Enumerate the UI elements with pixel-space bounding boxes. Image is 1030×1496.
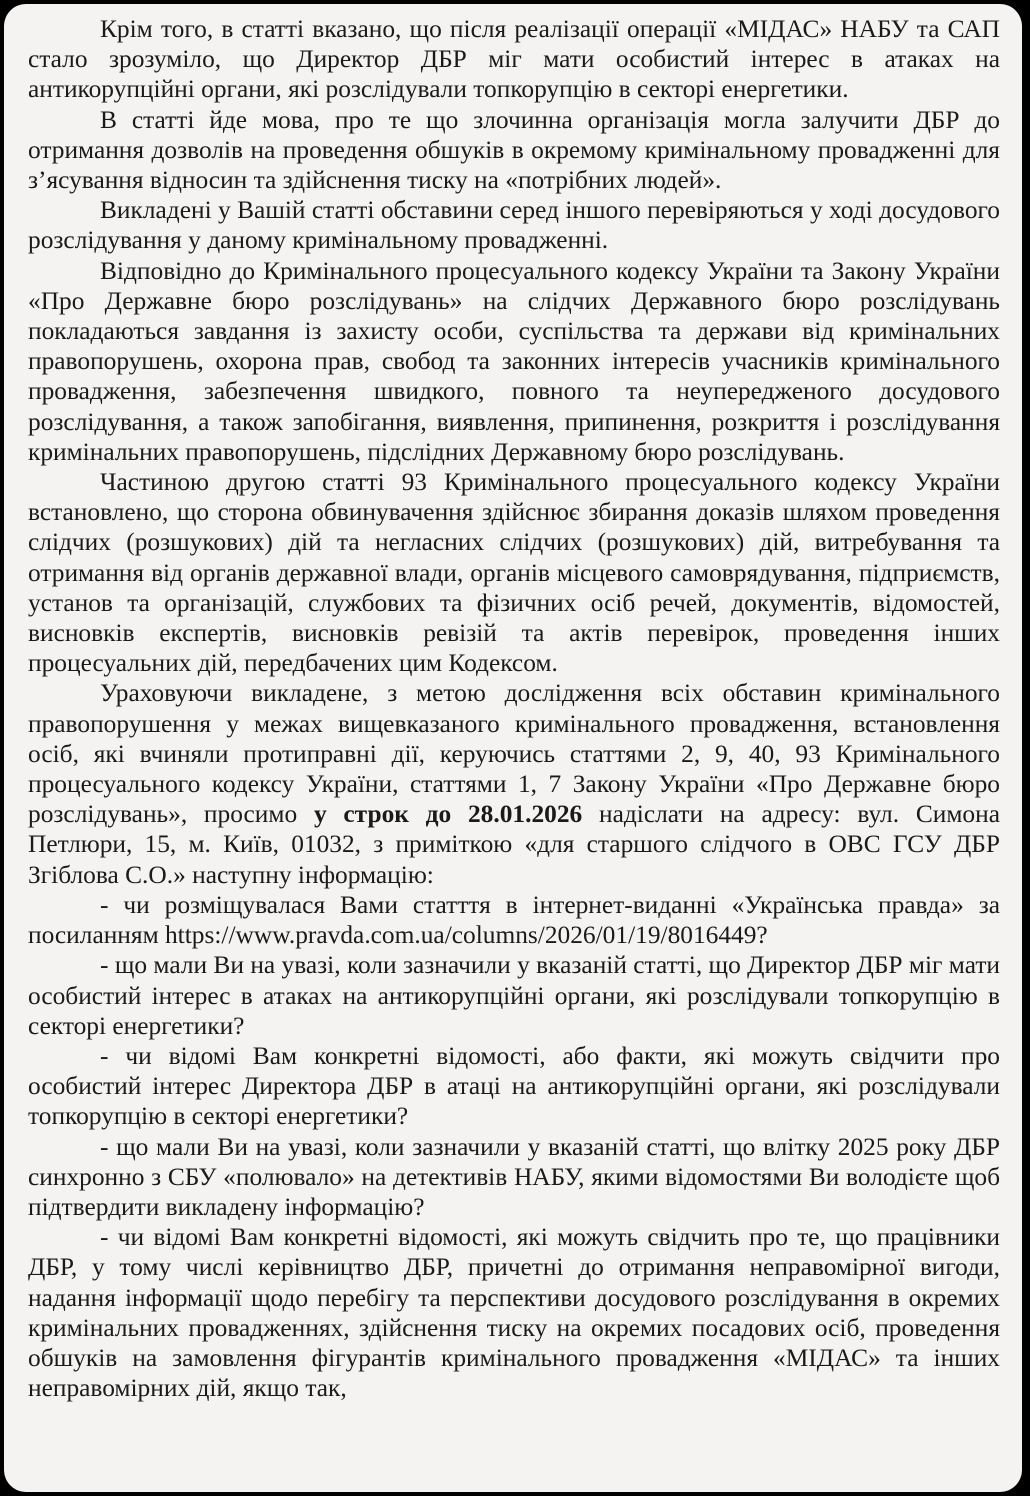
question-4: - що мали Ви на увазі, коли зазначили у вказаній статті, що влітку 2025 року ДБР синхронно з СБУ «полювало» на детективів НАБУ, якими відомостями Ви володієте щоб підтвердити викладену інформацію? <box>28 1132 1000 1221</box>
question-3: - чи відомі Вам конкретні відомості, або факти, які можуть свідчити про особистий інтерес Директора ДБР в атаці на антикорупційні органи, які розслідували топкорупцію в секторі енергетики? <box>28 1041 1000 1131</box>
paragraph-5: Частиною другою статті 93 Кримінального процесуального кодексу України встановлено, що сторона обвинувачення здійснює збирання доказів шляхом проведення слідчих (розшукових) дій та негласних слідчих (розшукових) дій, витребування та отримання від органів державної влади, органів місцевого самоврядування, підприємств, установ та організацій, службових та фізичних осіб речей, документів, відомостей, висновків експертів, висновків ревізій та актів перевірок, проведення інших процесуальних дій, передбачених цим Кодексом. <box>28 468 1000 678</box>
question-2: - що мали Ви на увазі, коли зазначили у вказаній статті, що Директор ДБР міг мати особистий інтерес в атаках на антикорупційні органи, які розслідували топкорупцію в секторі енергетики? <box>28 951 1000 1040</box>
document-page <box>4 4 1022 1492</box>
paragraph-6-post: надіслати на адресу: вул. Симона Петлюри, 15, м. Київ, 01032, з приміткою «для старшого слідчого в ОВС ГСУ ДБР Згіблова С.О.» наступну інформацію: <box>28 800 1000 889</box>
deadline-bold: у строк до 28.01.2026 <box>313 800 583 829</box>
question-1: - чи розміщувалася Вами статття в інтернет-виданні «Українська правда» за посиланням https://www.pravda.com.ua/columns/2026/01/19/8016449? <box>28 890 1000 950</box>
paragraph-1: Крім того, в статті вказано, що після реалізації операції «МІДАС» НАБУ та САП стало зрозуміло, що Директор ДБР міг мати особистий інтерес в атаках на антикорупційні органи, які розслідували топкорупцію в секторі енергетики. <box>28 15 1000 104</box>
document-body <box>28 14 1000 1403</box>
paragraph-6 <box>28 678 1000 889</box>
paragraph-6-pre: Ураховуючи викладене, з метою дослідження всіх обставин кримінального правопорушення у межах вищевказаного кримінального провадження, встановлення осіб, які вчиняли протиправні дії, керуючись статтями 2, 9, 40, 93 Кримінального процесуального кодексу України, статтями 1, 7 Закону України «Про Державне бюро розслідувань», просимо <box>28 679 1000 829</box>
question-5: - чи відомі Вам конкретні відомості, які можуть свідчить про те, що працівники ДБР, у тому числі керівництво ДБР, причетні до отримання неправомірної вигоди, надання інформації щодо перебігу та перспективи досудового розслідування в окремих кримінальних провадженнях, здійснення тиску на окремих посадових осіб, проведення обшуків на замовлення фігурантів кримінального провадження «МІДАС» та інших неправомірних дій, якщо так, <box>28 1223 1000 1403</box>
paragraph-2: В статті йде мова, про те що злочинна організація могла залучити ДБР до отримання дозволів на проведення обшуків в окремому кримінальному провадженні для з’ясування відносин та здійснення тиску на «потрібних людей». <box>28 105 1000 195</box>
paragraph-4: Відповідно до Кримінального процесуального кодексу України та Закону України «Про Державне бюро розслідувань» на слідчих Державного бюро розслідувань покладаються завдання із захисту особи, суспільства та держави від кримінальних правопорушень, охорона прав, свобод та законних інтересів учасників кримінального провадження, забезпечення швидкого, повного та неупередженого досудового розслідування, а також запобігання, виявлення, припинення, розкриття і розслідування кримінальних правопорушень, підслідних Державному бюро розслідувань. <box>28 256 1000 466</box>
paragraph-3: Викладені у Вашій статті обставини серед іншого перевіряються у ході досудового розслідування у даному кримінальному провадженні. <box>28 196 1000 255</box>
